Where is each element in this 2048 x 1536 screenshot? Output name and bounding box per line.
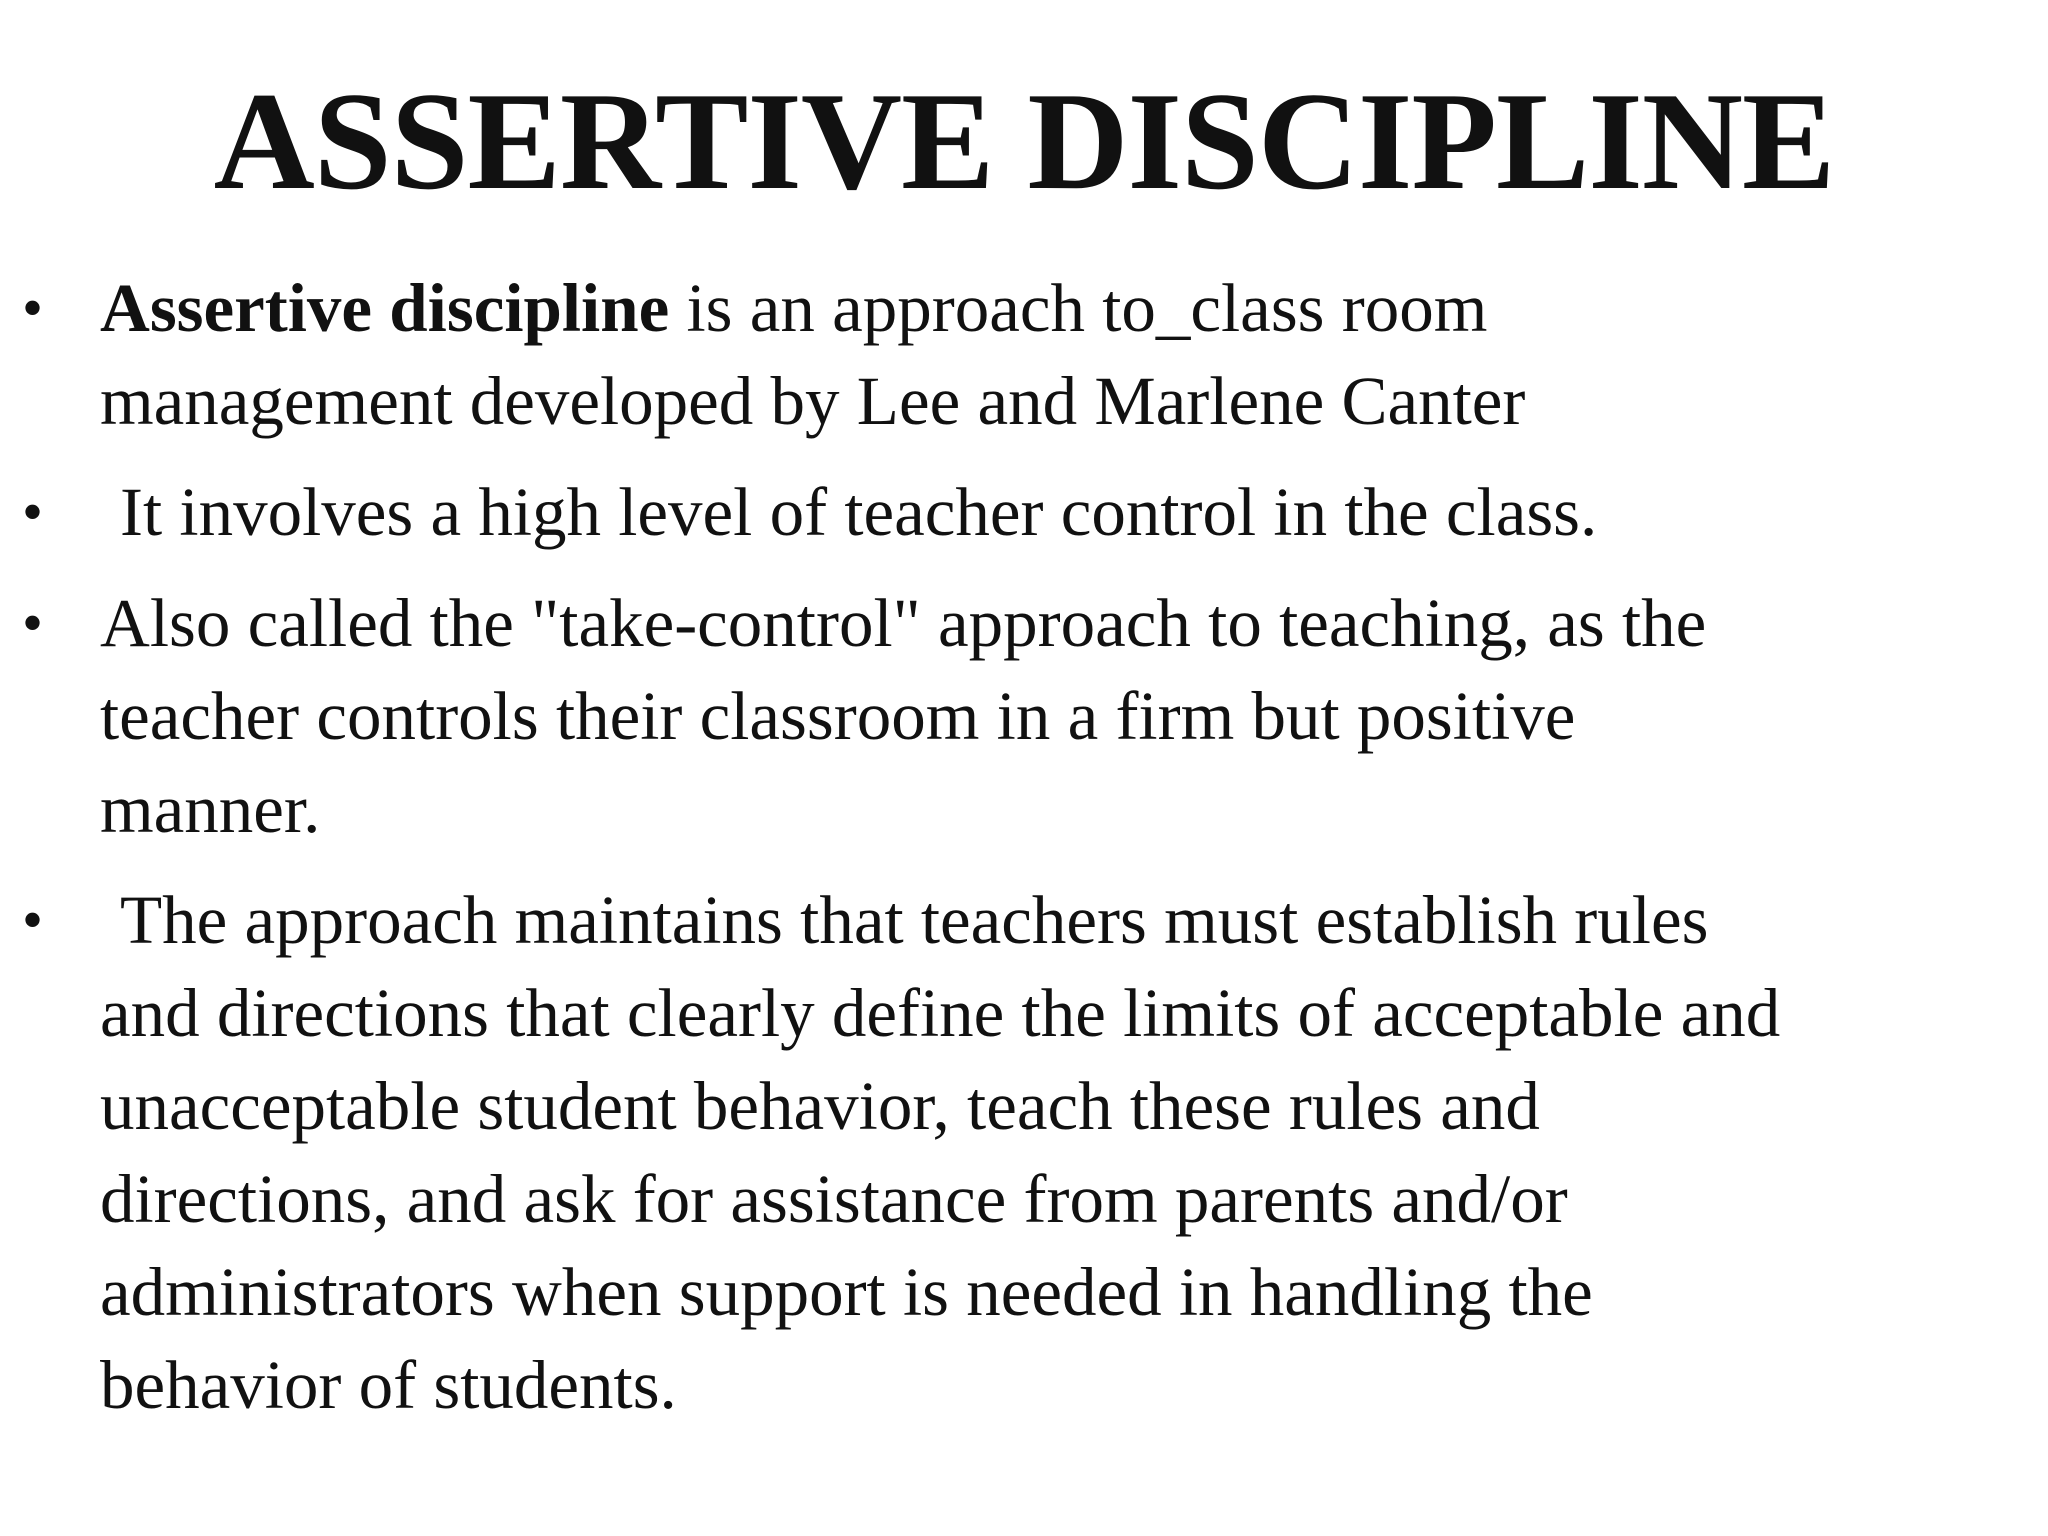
bullet-dot-icon: • bbox=[22, 887, 44, 953]
slide-title: ASSERTIVE DISCIPLINE bbox=[213, 64, 1835, 219]
bullet-4-line-3: unacceptable student behavior, teach these rules and bbox=[100, 1068, 1540, 1144]
bullet-item-3 bbox=[0, 577, 2048, 856]
bullet-1-line-2: management developed by Lee and Marlene Canter bbox=[100, 363, 1526, 439]
bullet-item-1 bbox=[0, 262, 2048, 448]
bullet-4-line-5: administrators when support is needed in handling the bbox=[100, 1254, 1593, 1330]
bullet-1-line-1 bbox=[100, 262, 2008, 355]
bullet-4-line-1: The approach maintains that teachers must establish rules bbox=[120, 882, 1709, 958]
bullet-item-2 bbox=[0, 466, 2048, 559]
bullet-dot-icon: • bbox=[22, 590, 44, 656]
bullet-3-line-1: Also called the "take-control" approach to teaching, as the bbox=[100, 585, 1707, 661]
bullet-2-line-1: It involves a high level of teacher control in the class. bbox=[120, 474, 1598, 550]
bullet-dot-icon: • bbox=[22, 275, 44, 341]
bullet-list bbox=[0, 262, 2048, 1448]
bullet-dot-icon: • bbox=[22, 479, 44, 545]
bullet-item-4 bbox=[0, 874, 2048, 1432]
bullet-3-line-3: manner. bbox=[100, 771, 321, 847]
bullet-4-line-6: behavior of students. bbox=[100, 1347, 677, 1423]
bullet-4-line-4: directions, and ask for assistance from parents and/or bbox=[100, 1161, 1568, 1237]
bullet-1-line-1-text: is an approach to_class room bbox=[669, 270, 1488, 346]
bullet-3-line-2: teacher controls their classroom in a firm but positive bbox=[100, 678, 1576, 754]
bullet-4-line-2: and directions that clearly define the limits of acceptable and bbox=[100, 975, 1781, 1051]
bullet-1-bold-term: Assertive discipline bbox=[100, 270, 670, 346]
